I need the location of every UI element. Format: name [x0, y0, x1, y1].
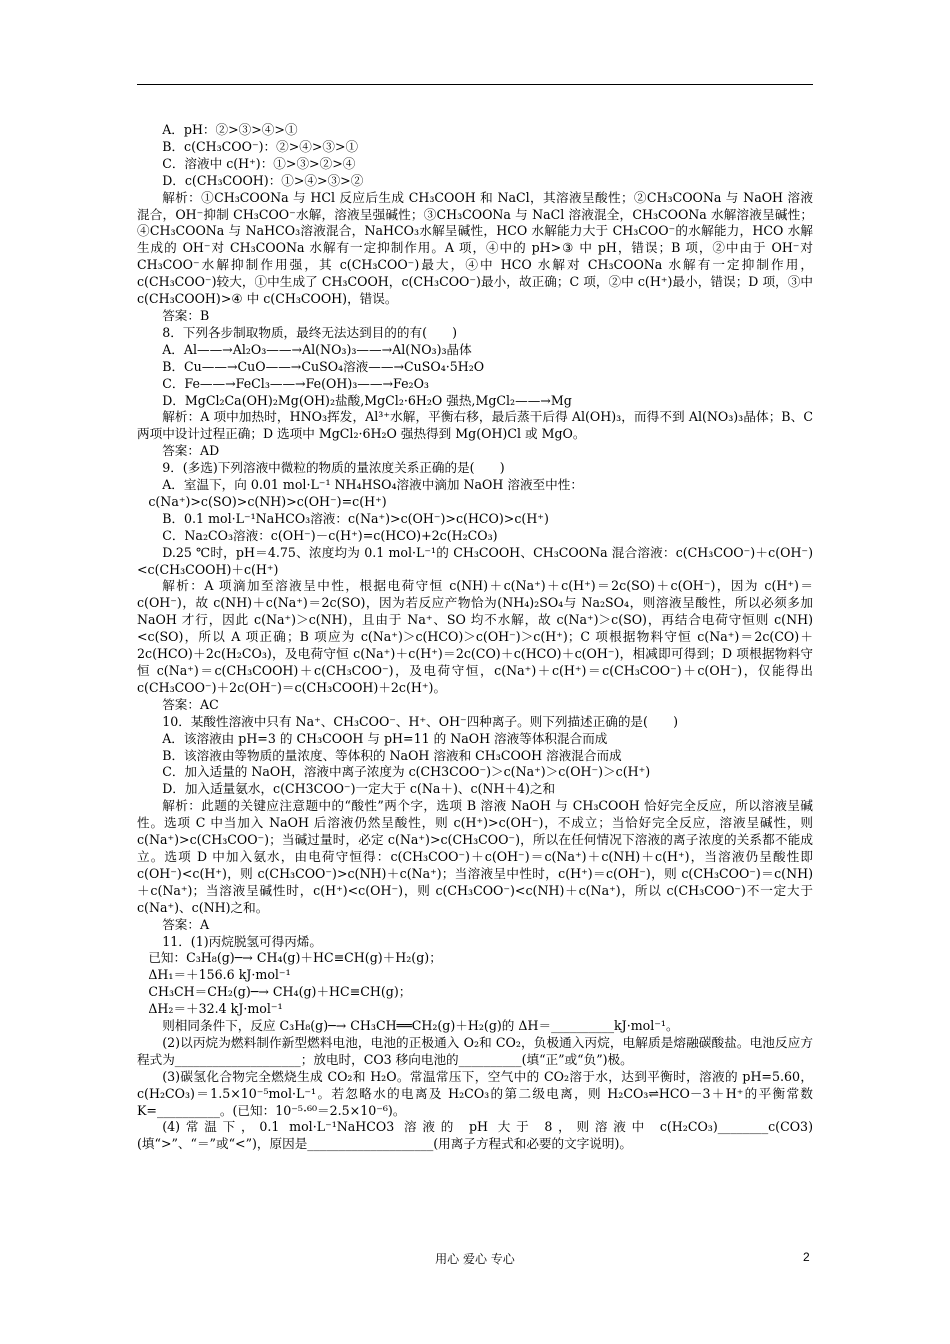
q8-option-b: B．Cu——→CuO——→CuSO₄溶液——→CuSO₄·5H₂O	[162, 358, 485, 374]
q9-option-a-expression: c(Na⁺)>c(SO)>c(NH)>c(OH⁻)=c(H⁺)	[148, 493, 387, 509]
question-8: 8．下列各步制取物质，最终无法达到目的的有( )	[162, 324, 458, 340]
q11-part-3: (3)碳氢化合物完全燃烧生成 CO₂和 H₂O。常温常压下，空气中的 CO₂溶于水，达到平衡时，溶液的 pH=5.60，c(H₂CO₃)＝1.5×10⁻⁵mol·L⁻¹。若忽略水的电离及 H₂CO₃的第二级电离，则 H₂CO₃⇌HCO－3＋H⁺的平衡常数 K=__________。(已知：10⁻⁵·⁶⁰＝2.5×10⁻⁶)。	[137, 1068, 813, 1118]
option-d: D．c(CH₃COOH)：①>④>③>②	[162, 172, 364, 188]
question-10: 10．某酸性溶液中只有 Na⁺、CH₃COO⁻、H⁺、OH⁻四种离子。则下列描述正确的是( )	[162, 713, 679, 729]
question-11: 11．(1)丙烷脱氢可得丙烯。	[162, 933, 322, 949]
q11-dh1: ΔH₁＝＋156.6 kJ·mol⁻¹	[148, 967, 291, 983]
q11-reaction-2: CH₃CH＝CH₂(g)─→ CH₄(g)＋HC≡CH(g)；	[148, 984, 412, 1000]
q10-option-a: A．该溶液由 pH=3 的 CH₃COOH 与 pH=11 的 NaOH 溶液等体积混合而成	[162, 730, 608, 746]
q9-answer: 答案：AC	[162, 696, 219, 712]
q9-analysis: 解析：A 项滴加至溶液呈中性，根据电荷守恒 c(NH)＋c(Na⁺)＋c(H⁺)＝2c(SO)＋c(OH⁻)，因为 c(H⁺)＝c(OH⁻)，故 c(NH)＋c(Na⁺)＝2c(SO)，因为若反应产物恰为(NH₄)₂SO₄与 Na₂SO₄，则溶液呈酸性，所以必须多加 NaOH 才行，因此 c(Na⁺)＞c(NH)，且由于 Na⁺、SO 均不水解，故 c(Na⁺)＞c(SO)，再结合电荷守恒则 c(NH)<c(SO)，所以 A 项正确；B 项应为 c(Na⁺)＞c(HCO)＞c(OH⁻)＞c(H⁺)；C 项根据物料守恒 c(Na⁺)＝2c(CO)＋2c(HCO)＋2c(H₂CO₃)，及电荷守恒 c(Na⁺)＋c(H⁺)＝2c(CO)＋c(HCO)＋c(OH⁻)，相减即可得到；D 项根据物料守恒 c(Na⁺)＝c(CH₃COOH)＋c(CH₃COO⁻)，及电荷守恒，c(Na⁺)＋c(H⁺)＝c(CH₃COO⁻)＋c(OH⁻)，仅能得出 c(CH₃COO⁻)＋2c(OH⁻)＝c(CH₃COOH)＋2c(H⁺)。	[137, 578, 813, 695]
footer-slogan: 用心 爱心 专心	[435, 1252, 515, 1266]
option-b: B．c(CH₃COO⁻)：②>④>③>①	[162, 138, 359, 154]
q9-option-c: C．Na₂CO₃溶液：c(OH⁻)－c(H⁺)=c(HCO)+2c(H₂CO₃)	[162, 527, 498, 543]
option-c: C．溶液中 c(H⁺)：①>③>②>④	[162, 155, 356, 171]
q8-option-d: D．MgCl₂Ca(OH)₂Mg(OH)₂盐酸,MgCl₂·6H₂O 强热,MgCl₂——→Mg	[162, 392, 572, 408]
q11-part-2: (2)以丙烷为燃料制作新型燃料电池，电池的正极通入 O₂和 CO₂，负极通入丙烷，电解质是熔融碳酸盐。电池反应方程式为____________________；放电时，CO3 移向电池的__________(填“正”或“负”)极。	[137, 1034, 813, 1067]
q11-part-1-question: 则相同条件下，反应 C₃H₈(g)─→ CH₃CH══CH₂(g)＋H₂(g)的 ΔH＝__________kJ·mol⁻¹。	[162, 1018, 679, 1034]
q10-option-b: B．该溶液由等物质的量浓度、等体积的 NaOH 溶液和 CH₃COOH 溶液混合而成	[162, 747, 622, 763]
q11-part-4: (4)常温下，0.1 mol·L⁻¹NaHCO3 溶液的 pH 大于 8，则溶液中 c(H₂CO₃)________c(CO3)(填“>”、“＝”或“<”)，原因是____________________(用离子方程式和必要的文字说明)。	[137, 1119, 813, 1152]
q9-option-d: D.25 ℃时，pH＝4.75、浓度均为 0.1 mol·L⁻¹的 CH₃COOH、CH₃COONa 混合溶液：c(CH₃COO⁻)＋c(OH⁻)<c(CH₃COOH)＋c(H⁺)	[137, 544, 813, 577]
q9-option-a: A．室温下，向 0.01 mol·L⁻¹ NH₄HSO₄溶液中滴加 NaOH 溶液至中性：	[162, 477, 583, 493]
q11-given: 已知：C₃H₈(g)─→ CH₄(g)＋HC≡CH(g)＋H₂(g)；	[148, 950, 442, 966]
analysis-paragraph: 解析：①CH₃COONa 与 HCl 反应后生成 CH₃COOH 和 NaCl，其溶液呈酸性；②CH₃COONa 与 NaOH 溶液混合，OH⁻抑制 CH₃COO⁻水解，溶液呈强碱性；③CH₃COONa 与 NaCl 溶液混全，CH₃COONa 水解溶液呈碱性；④CH₃COONa 与 NaHCO₃溶液混合，NaHCO₃水解呈碱性，HCO 水解能力大于 CH₃COO⁻的水解能力，HCO 水解生成的 OH⁻对 CH₃COONa 水解有一定抑制作用。A 项，④中的 pH>③ 中 pH，错误；B 项，②中由于 OH⁻对 CH₃COO⁻水解抑制作用强，其 c(CH₃COO⁻)最大，④中 HCO 水解对 CH₃COONa 水解有一定抑制作用，c(CH₃COO⁻)较大，①中生成了 CH₃COOH，c(CH₃COO⁻)最小，故正确；C 项，②中 c(H⁺)最小，错误；D 项，③中 c(CH₃COOH)>④ 中 c(CH₃COOH)，错误。	[137, 189, 813, 307]
q10-option-d: D．加入适量氨水，c(CH3COO⁻)一定大于 c(Na＋)、c(NH＋4)之和	[162, 781, 556, 797]
q8-analysis: 解析：A 项中加热时，HNO₃挥发，Al³⁺水解，平衡右移，最后蒸干后得 Al(OH)₃，而得不到 Al(NO₃)₃晶体；B、C 两项中设计过程正确；D 选项中 MgCl₂·6H₂O 强热得到 Mg(OH)Cl 或 MgO。	[137, 409, 813, 442]
q8-answer: 答案：AD	[162, 443, 220, 459]
q10-analysis: 解析：此题的关键应注意题中的“酸性”两个字，选项 B 溶液 NaOH 与 CH₃COOH 恰好完全反应，所以溶液呈碱性。选项 C 中当加入 NaOH 后溶液仍然呈酸性，则 c(H⁺)>c(OH⁻)，不成立；当恰好完全反应，溶液呈碱性，则 c(Na⁺)>c(CH₃COO⁻)；当碱过量时，必定 c(Na⁺)>c(CH₃COO⁻)，所以在任何情况下溶液的离子浓度的关系都不能成立。选项 D 中加入氨水，由电荷守恒得：c(CH₃COO⁻)＋c(OH⁻)＝c(Na⁺)＋c(NH)＋c(H⁺)，当溶液仍呈酸性即 c(OH⁻)<c(H⁺)，则 c(CH₃COO⁻)>c(NH)＋c(Na⁺)；当溶液呈中性时，c(H⁺)＝c(OH⁻)，则 c(CH₃COO⁻)＝c(NH)＋c(Na⁺)；当溶液呈碱性时，c(H⁺)<c(OH⁻)，则 c(CH₃COO⁻)<c(NH)＋c(Na⁺)，所以 c(CH₃COO⁻)不一定大于 c(Na⁺)、c(NH)之和。	[137, 798, 813, 915]
header-rule	[137, 84, 813, 85]
q11-dh2: ΔH₂＝＋32.4 kJ·mol⁻¹	[148, 1001, 283, 1017]
option-a: A．pH：②>③>④>①	[162, 122, 298, 137]
answer-line: 答案：B	[162, 307, 210, 323]
q10-option-c: C．加入适量的 NaOH，溶液中离子浓度为 c(CH3COO⁻)＞c(Na⁺)＞c(OH⁻)＞c(H⁺)	[162, 764, 651, 780]
q9-option-b: B．0.1 mol·L⁻¹NaHCO₃溶液：c(Na⁺)>c(OH⁻)>c(HCO)>c(H⁺)	[162, 510, 549, 526]
q8-option-c: C．Fe——→FeCl₃——→Fe(OH)₃——→Fe₂O₃	[162, 375, 429, 391]
page-number: 2	[803, 1250, 810, 1264]
question-9: 9．(多选)下列溶液中微粒的物质的量浓度关系正确的是( )	[162, 460, 505, 476]
q10-answer: 答案：A	[162, 916, 210, 932]
document-body	[137, 122, 813, 1153]
q8-option-a: A．Al——→Al₂O₃——→Al(NO₃)₃——→Al(NO₃)₃晶体	[162, 341, 472, 357]
